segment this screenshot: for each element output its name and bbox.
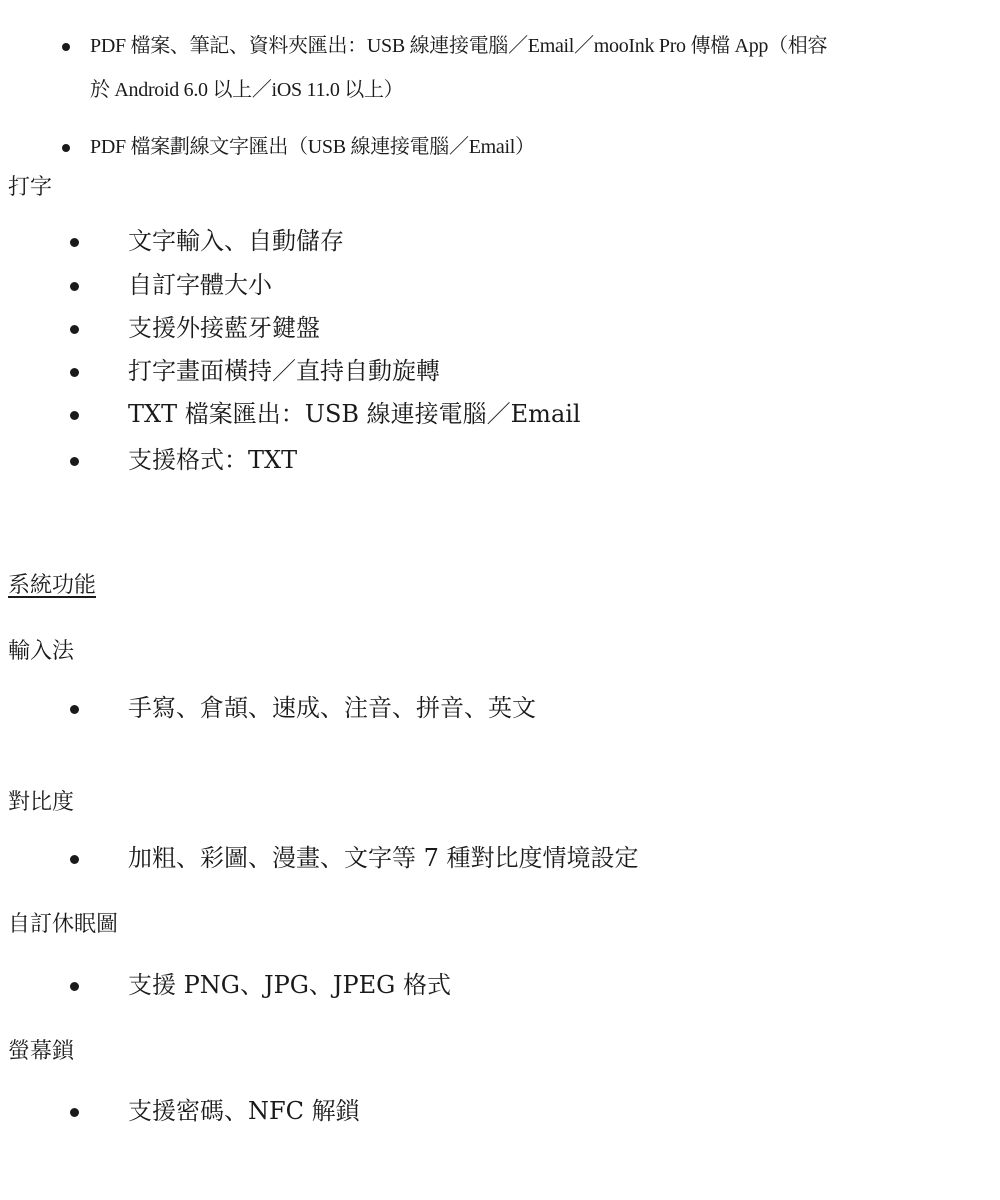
list-item-text: 支援外接藍牙鍵盤: [128, 314, 320, 342]
subheading-screen-lock: 螢幕鎖: [8, 1039, 75, 1064]
subheading-sleep-image: 自訂休眠圖: [8, 912, 119, 937]
subheading-input-method: 輸入法: [8, 639, 75, 664]
bullet-icon: [70, 855, 79, 864]
bullet-icon: [62, 43, 70, 51]
list-item-text: 手寫、倉頡、速成、注音、拼音、英文: [128, 694, 536, 722]
list-item-text: 支援 PNG、JPG、JPEG 格式: [128, 971, 451, 999]
list-item-text: 打字畫面橫持／直持自動旋轉: [128, 357, 440, 385]
list-item-text: 支援密碼、NFC 解鎖: [128, 1097, 360, 1125]
list-item-text: PDF 檔案劃線文字匯出（USB 線連接電腦／Email）: [90, 136, 535, 158]
subheading-contrast: 對比度: [8, 790, 75, 815]
list-item-text: 支援格式：TXT: [128, 446, 298, 474]
list-item-text: TXT 檔案匯出：USB 線連接電腦／Email: [128, 400, 581, 428]
bullet-icon: [70, 325, 79, 334]
section-title-system: 系統功能: [8, 573, 97, 598]
bullet-icon: [70, 705, 79, 714]
bullet-icon: [70, 411, 79, 420]
bullet-icon: [70, 982, 79, 991]
bullet-icon: [62, 144, 70, 152]
section-heading-typing: 打字: [8, 175, 53, 200]
bullet-icon: [70, 1108, 79, 1117]
list-item-text: 於 Android 6.0 以上／iOS 11.0 以上）: [90, 79, 404, 101]
list-item-text: 文字輸入、自動儲存: [128, 227, 344, 255]
bullet-icon: [70, 238, 79, 247]
bullet-icon: [70, 457, 79, 466]
list-item-text: PDF 檔案、筆記、資料夾匯出：USB 線連接電腦／Email／mooInk Pro 傳檔 App（相容: [90, 35, 828, 57]
bullet-icon: [70, 282, 79, 291]
list-item-text: 加粗、彩圖、漫畫、文字等 7 種對比度情境設定: [128, 844, 639, 872]
list-item-text: 自訂字體大小: [128, 271, 272, 299]
bullet-icon: [70, 368, 79, 377]
